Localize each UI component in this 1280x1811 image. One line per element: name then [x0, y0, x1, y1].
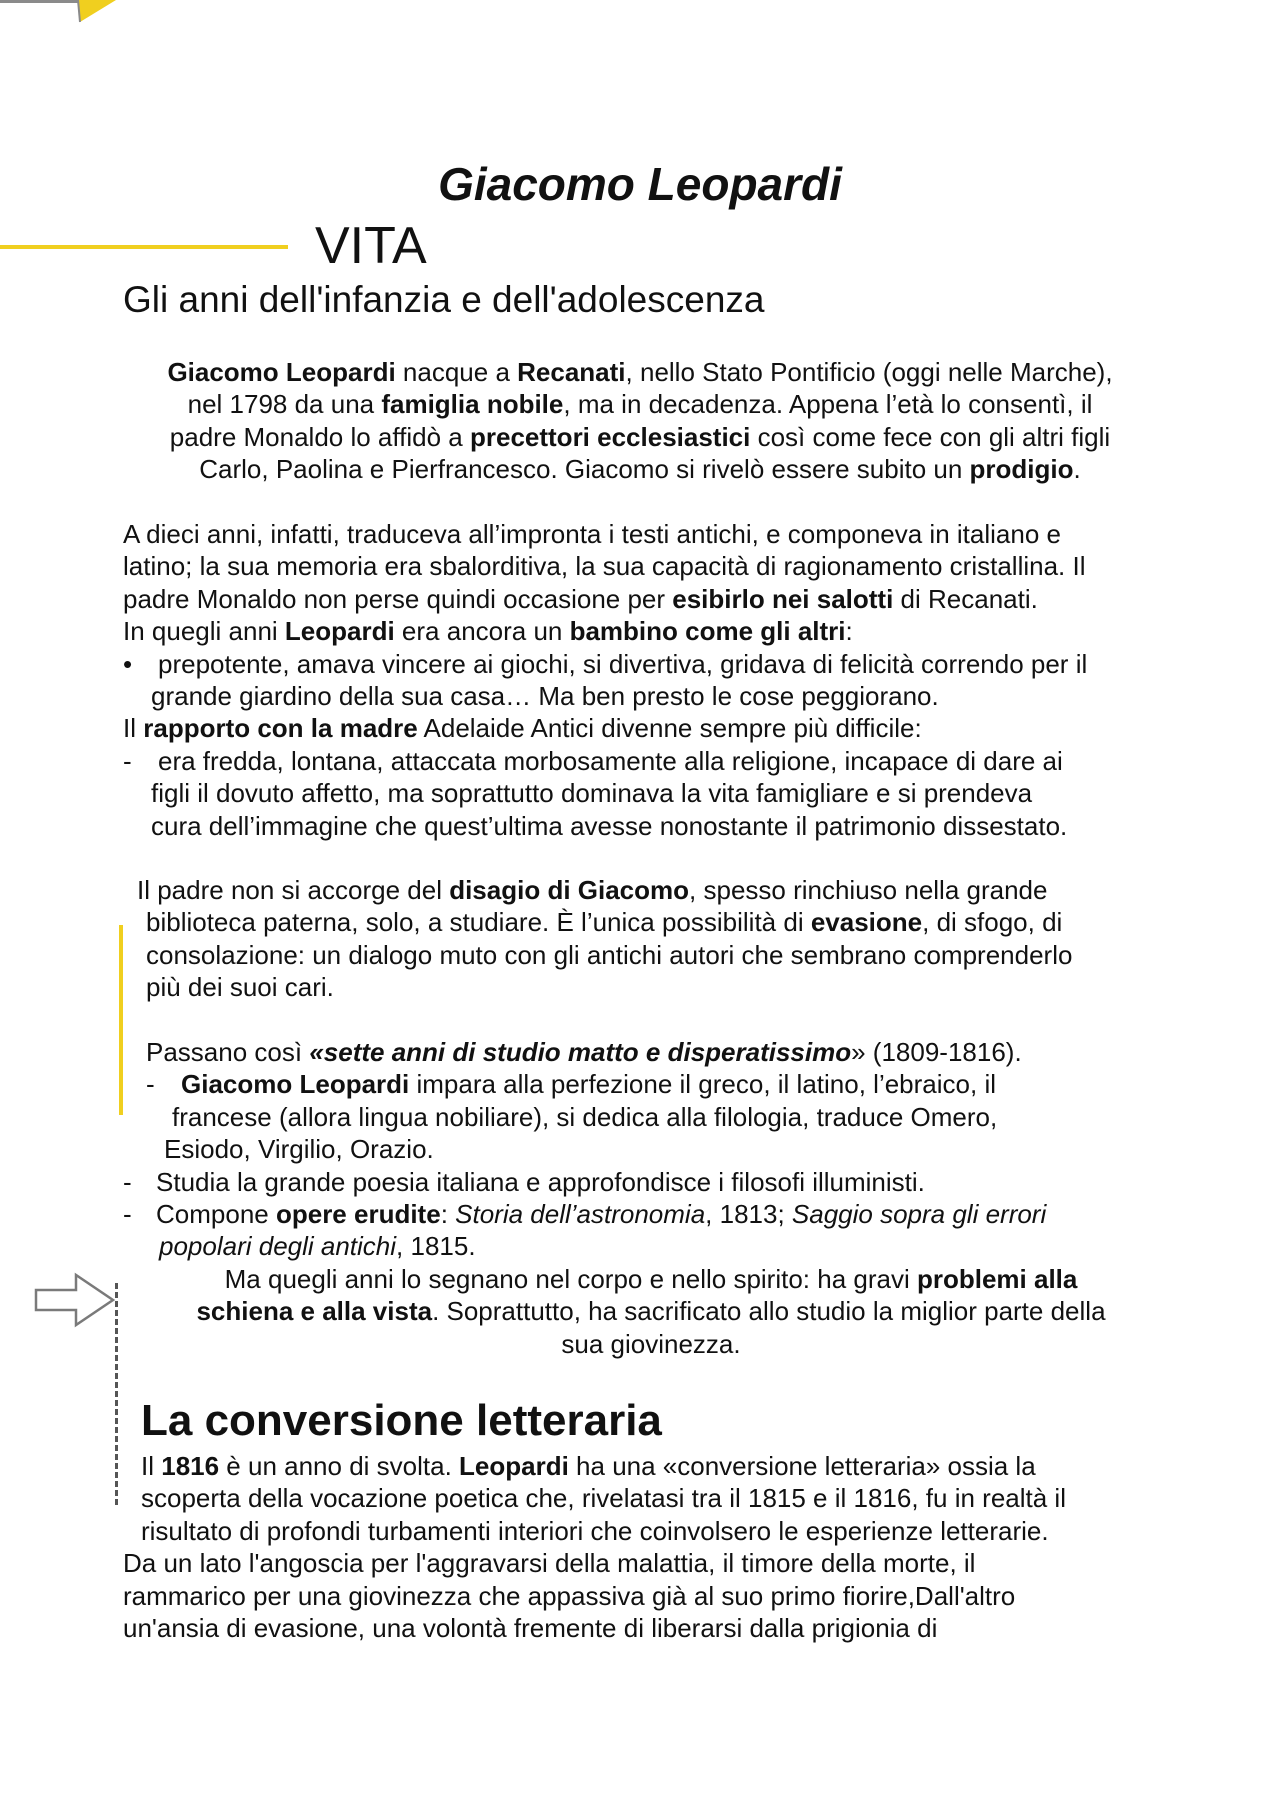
p3-line-1: Il padre non si accorge del disagio di Giacomo, spesso rinchiuso nella grande [137, 875, 1048, 905]
p4-bullet3-line-2: popolari degli antichi, 1815. [159, 1231, 476, 1261]
p5-line-1: Il 1816 è un anno di svolta. Leopardi ha una «conversione letteraria» ossia la [141, 1451, 1036, 1481]
p1-line-3: padre Monaldo lo affidò a precettori ecclesiastici così come fece con gli altri figli [169, 422, 1111, 452]
outline-arrow-icon [34, 1272, 116, 1328]
vita-heading: VITA [315, 217, 427, 275]
p2-line-3: padre Monaldo non perse quindi occasione per esibirlo nei salotti di Recanati. [123, 584, 1038, 614]
p4-bullet1-line-2: francese (allora lingua nobiliare), si dedica alla filologia, traduce Omero, [172, 1102, 998, 1132]
p3-line-4: più dei suoi cari. [146, 972, 334, 1002]
p4-bullet1-line-3: Esiodo, Virgilio, Orazio. [164, 1134, 434, 1164]
p3-line-3: consolazione: un dialogo muto con gli antichi autori che sembrano comprenderlo [146, 940, 1073, 970]
p2-bullet2-line-2: figli il dovuto affetto, ma soprattutto dominava la vita famigliare e si prendeva [151, 778, 1033, 808]
page-title: Giacomo Leopardi [438, 158, 842, 210]
p4-line-1: Passano così «sette anni di studio matto e disperatissimo» (1809-1816). [146, 1037, 1022, 1067]
p4-bullet2-line-1: Studia la grande poesia italiana e approfondisce i filosofi illuministi. [156, 1167, 925, 1197]
p4-center-line-1: Ma quegli anni lo segnano nel corpo e nello spirito: ha gravi problemi alla [224, 1264, 1078, 1294]
p2-bullet2-line-1: era fredda, lontana, attaccata morbosamente alla religione, incapace di dare ai [158, 746, 1063, 776]
vita-rule [0, 245, 288, 249]
p2-bullet1-line-1: prepotente, amava vincere ai giochi, si divertiva, gridava di felicità correndo per il [158, 649, 1088, 679]
p5-line-5: rammarico per una giovinezza che appassiva già al suo primo fiorire,Dall'altro [123, 1581, 1016, 1611]
bullet-marker: - [123, 1199, 132, 1229]
p3-line-2: biblioteca paterna, solo, a studiare. È l’unica possibilità di evasione, di sfogo, di [146, 907, 1063, 937]
bullet-marker: - [123, 746, 132, 776]
p2-bullet1-line-2: grande giardino della sua casa… Ma ben presto le cose peggiorano. [151, 681, 939, 711]
p1-line-4: Carlo, Paolina e Pierfrancesco. Giacomo si rivelò essere subito un prodigio. [199, 454, 1081, 484]
p4-center-line-2: schiena e alla vista. Soprattutto, ha sacrificato allo studio la miglior parte della [196, 1296, 1106, 1326]
p5-line-6: un'ansia di evasione, una volontà fremente di liberarsi dalla prigionia di [123, 1613, 938, 1643]
highlight-bar [119, 925, 123, 1115]
bullet-marker: • [123, 649, 133, 679]
p2-line-4: In quegli anni Leopardi era ancora un bambino come gli altri: [123, 616, 853, 646]
p2-bullet2-line-3: cura dell’immagine che quest’ultima avesse nonostante il patrimonio dissestato. [151, 811, 1068, 841]
p4-bullet1-line-1: Giacomo Leopardi impara alla perfezione il greco, il latino, l’ebraico, il [181, 1069, 996, 1099]
section-heading-childhood: Gli anni dell'infanzia e dell'adolescenza [123, 279, 765, 320]
p2-line-2: latino; la sua memoria era sbalorditiva, la sua capacità di ragionamento cristallina. Il [123, 551, 1086, 581]
p4-bullet3-line-1: Compone opere erudite: Storia dell’astronomia, 1813; Saggio sopra gli errori [156, 1199, 1047, 1229]
p5-line-4: Da un lato l'angoscia per l'aggravarsi della malattia, il timore della morte, il [123, 1548, 976, 1578]
p1-line-1: Giacomo Leopardi nacque a Recanati, nello Stato Pontificio (oggi nelle Marche), [167, 357, 1113, 387]
p2-line-5: Il rapporto con la madre Adelaide Antici divenne sempre più difficile: [123, 713, 922, 743]
p5-line-3: risultato di profondi turbamenti interiori che coinvolsero le esperienze letterarie. [141, 1516, 1049, 1546]
p4-center-line-3: sua giovinezza. [561, 1329, 741, 1359]
p1-line-2: nel 1798 da una famiglia nobile, ma in decadenza. Appena l’età lo consentì, il [187, 389, 1093, 419]
p5-line-2: scoperta della vocazione poetica che, rivelatasi tra il 1815 e il 1816, fu in realtà il [141, 1483, 1066, 1513]
p2-line-1: A dieci anni, infatti, traduceva all’impronta i testi antichi, e componeva in italiano e [123, 519, 1061, 549]
bullet-marker: - [123, 1167, 132, 1197]
dashed-connector [115, 1283, 118, 1505]
section-heading-conversion: La conversione letteraria [141, 1396, 662, 1445]
corner-arrow-icon [0, 0, 120, 30]
bullet-marker: - [146, 1069, 155, 1099]
